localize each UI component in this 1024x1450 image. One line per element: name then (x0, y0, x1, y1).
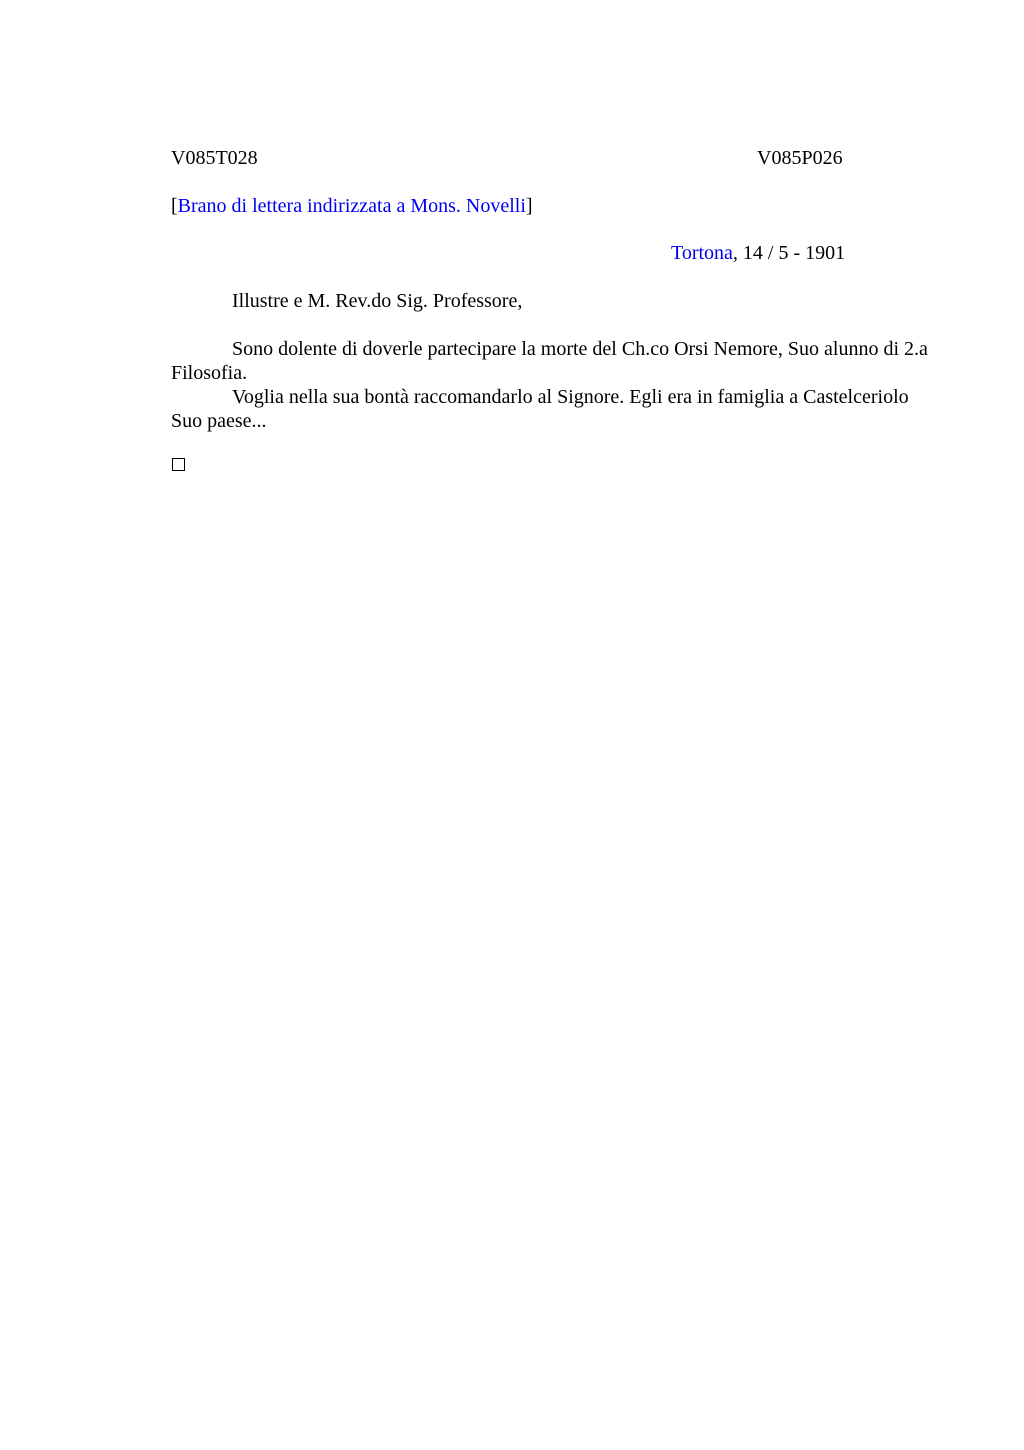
page-reference-code: V085P026 (757, 147, 843, 169)
letter-salutation: Illustre e M. Rev.do Sig. Professore, (232, 290, 523, 312)
place-link[interactable]: Tortona (671, 242, 733, 264)
letter-dateline (671, 241, 845, 265)
letter-body (171, 337, 933, 433)
heading-open-bracket: [ (171, 195, 178, 217)
body-paragraph: Sono dolente di doverle partecipare la morte del Ch.co Orsi Nemore, Suo alunno di 2.a Filosofia. (171, 338, 928, 384)
body-paragraph: Voglia nella sua bontà raccomandarlo al Signore. Egli era in famiglia a Castelceriolo Suo paese... (171, 386, 909, 432)
heading-close-bracket: ] (525, 195, 533, 217)
heading-title-link[interactable]: Brano di lettera indirizzata a Mons. Novelli (177, 195, 526, 217)
empty-square-icon (172, 458, 185, 471)
letter-heading (171, 194, 533, 218)
document-reference-code: V085T028 (171, 147, 258, 169)
letter-date: , 14 / 5 - 1901 (732, 242, 846, 264)
